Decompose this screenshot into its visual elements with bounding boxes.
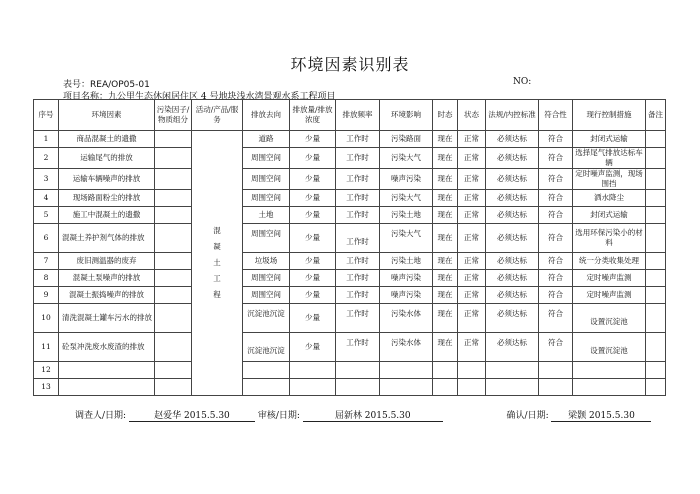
environmental-factor-table [33,99,666,396]
row-number: 5 [34,207,59,224]
investigator-label: 调查人/日期: [75,411,127,421]
control-cell: 定时噪声监测 [573,287,646,304]
frequency-cell [336,362,380,379]
amount-cell: 少量 [290,148,336,169]
table-row [34,190,666,207]
table-row [34,148,666,169]
row-number: 12 [34,362,59,379]
destination-text: 沉淀池沉淀 [247,346,285,355]
remark-cell [646,224,666,253]
impact-cell: 污染大气 [380,190,433,207]
factor-cell: 砼泵冲洗废水废渣的排放 [59,333,155,362]
frequency-cell [336,333,380,362]
pollutant-cell [155,379,192,396]
remark-cell [646,379,666,396]
compliance-cell: 符合 [539,224,573,253]
factor-cell: 废旧测温器的废弃 [59,253,155,270]
tense-cell [433,362,458,379]
header-cell: 备注 [646,100,666,131]
row-number: 9 [34,287,59,304]
tense-cell [433,333,458,362]
tense-cell: 现在 [433,131,458,148]
amount-cell: 少量 [290,131,336,148]
pollutant-cell [155,224,192,253]
frequency-cell: 工作时 [336,131,380,148]
compliance-cell: 符合 [539,148,573,169]
amount-cell: 少量 [290,207,336,224]
frequency-cell: 工作时 [336,270,380,287]
compliance-text: 符合 [548,338,563,347]
tense-cell [433,304,458,333]
frequency-cell: 工作时 [336,148,380,169]
control-cell [573,362,646,379]
row-number: 4 [34,190,59,207]
control-cell: 洒水降尘 [573,190,646,207]
activity-char: 程 [213,290,221,299]
pollutant-cell [155,362,192,379]
activity-char: 土 [213,258,221,267]
factor-cell: 清洗混凝土罐车污水的排放 [59,304,155,333]
destination-cell [243,333,290,362]
table-row [34,253,666,270]
tense-cell: 现在 [433,253,458,270]
tense-cell: 现在 [433,287,458,304]
reviewer-label: 审核/日期: [257,411,300,421]
activity-char: 混 [213,226,221,235]
table-row [34,362,666,379]
header-cell: 排放频率 [336,100,380,131]
table-row [34,287,666,304]
destination-cell [243,304,290,333]
header-cell: 法规/内控标准 [486,100,539,131]
standard-text: 必须达标 [497,338,527,347]
header-cell: 排放量/排放浓度 [290,100,336,131]
header-cell: 活动/产品/服务 [192,100,243,131]
state-cell: 正常 [458,169,486,190]
frequency-text: 工作时 [346,338,369,347]
state-text: 正常 [464,338,479,347]
compliance-cell: 符合 [539,253,573,270]
impact-cell [380,362,433,379]
frequency-cell: 工作时 [336,190,380,207]
approver-value: 梁颢 2015.5.30 [551,408,651,422]
header-cell: 符合性 [539,100,573,131]
factor-cell: 混凝土泵噪声的排放 [59,270,155,287]
standard-cell: 必须达标 [486,287,539,304]
destination-text: 沉淀池沉淀 [247,309,285,318]
table-row [34,224,666,253]
row-number: 13 [34,379,59,396]
destination-cell [243,224,290,253]
row-number: 7 [34,253,59,270]
table-row [34,169,666,190]
form-number: 表号：REA/OP05-01 [63,80,150,90]
factor-cell: 运输尾气的排放 [59,148,155,169]
state-cell [458,304,486,333]
row-number: 10 [34,304,59,333]
impact-cell [380,304,433,333]
standard-cell: 必须达标 [486,207,539,224]
activity-char: 工 [213,274,221,283]
frequency-cell [336,379,380,396]
factor-cell: 运输车辆噪声的排放 [59,169,155,190]
impact-cell [380,224,433,253]
pollutant-cell [155,207,192,224]
standard-cell: 必须达标 [486,169,539,190]
impact-text: 污染水体 [391,338,421,347]
remark-cell [646,207,666,224]
state-cell: 正常 [458,287,486,304]
compliance-cell: 符合 [539,169,573,190]
compliance-cell: 符合 [539,207,573,224]
tense-text: 现在 [437,338,453,347]
amount-cell: 少量 [290,333,336,362]
remark-cell [646,270,666,287]
pollutant-cell [155,131,192,148]
destination-cell: 周围空间 [243,148,290,169]
remark-cell [646,333,666,362]
state-cell: 正常 [458,207,486,224]
state-cell: 正常 [458,190,486,207]
investigator-value: 赵爱华 2015.5.30 [129,408,255,422]
control-cell [573,304,646,333]
standard-cell [486,304,539,333]
factor-cell: 混凝土振捣噪声的排放 [59,287,155,304]
factor-cell [59,362,155,379]
impact-cell: 污染大气 [380,148,433,169]
compliance-text: 符合 [548,309,563,318]
header-cell: 环境影响 [380,100,433,131]
control-cell: 选用环保污染小的材料 [573,224,646,253]
state-cell: 正常 [458,270,486,287]
reviewer-value: 屈新林 2015.5.30 [303,408,443,422]
factor-cell: 现场路面粉尘的排放 [59,190,155,207]
frequency-text: 工作时 [346,309,369,318]
pollutant-cell [155,190,192,207]
impact-text: 污染水体 [391,309,421,318]
amount-cell: 少量 [290,190,336,207]
header-cell: 污染因子/物质组分 [155,100,192,131]
amount-cell [290,362,336,379]
document-no-label: NO: [513,77,532,87]
standard-cell [486,379,539,396]
pollutant-cell [155,148,192,169]
amount-cell [290,379,336,396]
compliance-cell: 符合 [539,190,573,207]
pollutant-cell [155,304,192,333]
tense-cell: 现在 [433,224,458,253]
control-cell: 定时噪声监测 [573,270,646,287]
standard-cell: 必须达标 [486,131,539,148]
compliance-cell: 符合 [539,131,573,148]
page-title: 环境因素识别表 [290,55,410,74]
control-cell: 定时噪声监测，现场围挡 [573,169,646,190]
signature-line [75,408,651,422]
amount-cell: 少量 [290,304,336,333]
frequency-cell: 工作时 [336,253,380,270]
row-number: 2 [34,148,59,169]
impact-cell: 污染路面 [380,131,433,148]
impact-cell [380,379,433,396]
standard-cell: 必须达标 [486,270,539,287]
state-cell: 正常 [458,253,486,270]
pollutant-cell [155,333,192,362]
remark-cell [646,253,666,270]
control-cell [573,379,646,396]
destination-cell: 土地 [243,207,290,224]
remark-cell [646,287,666,304]
tense-cell: 现在 [433,148,458,169]
factor-cell [59,379,155,396]
compliance-cell: 符合 [539,270,573,287]
tense-cell: 现在 [433,270,458,287]
standard-cell [486,333,539,362]
activity-cell [192,131,243,396]
pollutant-cell [155,270,192,287]
row-number: 3 [34,169,59,190]
table-row [34,131,666,148]
header-cell: 序号 [34,100,59,131]
approver-label: 确认/日期: [506,411,549,421]
destination-cell: 周围空间 [243,270,290,287]
tense-cell: 现在 [433,169,458,190]
row-number: 8 [34,270,59,287]
standard-cell: 必须达标 [486,253,539,270]
state-cell: 正常 [458,148,486,169]
tense-cell [433,379,458,396]
control-cell: 封闭式运输 [573,131,646,148]
header-cell: 状态 [458,100,486,131]
amount-cell: 少量 [290,224,336,253]
table-row [34,379,666,396]
table-row [34,304,666,333]
compliance-cell [539,379,573,396]
impact-text: 污染大气 [391,229,421,238]
compliance-cell [539,304,573,333]
state-cell: 正常 [458,224,486,253]
destination-cell [243,362,290,379]
project-name: 项目名称：九公里生态休闲居住区 4 号地块浅水湾景观水系工程项目 [63,92,336,102]
frequency-cell: 工作时 [336,287,380,304]
frequency-cell [336,304,380,333]
factor-cell: 施工中混凝土的遗撒 [59,207,155,224]
compliance-cell [539,362,573,379]
destination-text: 周围空间 [251,229,281,238]
impact-cell: 污染土地 [380,207,433,224]
control-cell: 选择尾气排放达标车辆 [573,148,646,169]
destination-cell: 垃圾场 [243,253,290,270]
destination-cell: 周围空间 [243,190,290,207]
impact-cell: 污染土地 [380,253,433,270]
state-cell [458,362,486,379]
pollutant-cell [155,253,192,270]
frequency-cell: 工作时 [336,169,380,190]
frequency-cell [336,224,380,253]
frequency-text: 工作时 [346,237,369,246]
state-cell: 正常 [458,131,486,148]
impact-cell: 噪声污染 [380,169,433,190]
amount-cell: 少量 [290,287,336,304]
table-row [34,207,666,224]
amount-cell: 少量 [290,253,336,270]
impact-cell [380,333,433,362]
table-row [34,270,666,287]
row-number: 1 [34,131,59,148]
remark-cell [646,362,666,379]
control-cell: 封闭式运输 [573,207,646,224]
standard-cell: 必须达标 [486,190,539,207]
header-cell: 排放去向 [243,100,290,131]
tense-cell: 现在 [433,207,458,224]
activity-char: 凝 [213,242,221,251]
pollutant-cell [155,287,192,304]
remark-cell [646,131,666,148]
standard-cell: 必须达标 [486,224,539,253]
frequency-cell: 工作时 [336,207,380,224]
impact-cell: 噪声污染 [380,270,433,287]
destination-cell: 周围空间 [243,287,290,304]
tense-text: 现在 [437,309,453,318]
table-row [34,333,666,362]
factor-cell: 混凝土养护剂气体的排放 [59,224,155,253]
header-row [34,100,666,131]
amount-cell: 少量 [290,270,336,287]
state-text: 正常 [464,309,479,318]
remark-cell [646,169,666,190]
row-number: 11 [34,333,59,362]
state-cell [458,379,486,396]
state-cell [458,333,486,362]
control-text: 设置沉淀池 [590,346,628,355]
header-cell: 环境因素 [59,100,155,131]
destination-cell: 道路 [243,131,290,148]
remark-cell [646,304,666,333]
factor-cell: 商品混凝土的遗撒 [59,131,155,148]
compliance-cell [539,333,573,362]
control-cell: 统一分类收集处理 [573,253,646,270]
amount-cell: 少量 [290,169,336,190]
control-cell [573,333,646,362]
compliance-cell: 符合 [539,287,573,304]
tense-cell: 现在 [433,190,458,207]
remark-cell [646,190,666,207]
header-cell: 时态 [433,100,458,131]
remark-cell [646,148,666,169]
standard-cell: 必须达标 [486,148,539,169]
header-cell: 现行控制措施 [573,100,646,131]
row-number: 6 [34,224,59,253]
destination-cell [243,379,290,396]
standard-text: 必须达标 [497,309,527,318]
destination-cell: 周围空间 [243,169,290,190]
pollutant-cell [155,169,192,190]
control-text: 设置沉淀池 [590,317,628,326]
standard-cell [486,362,539,379]
impact-cell: 噪声污染 [380,287,433,304]
